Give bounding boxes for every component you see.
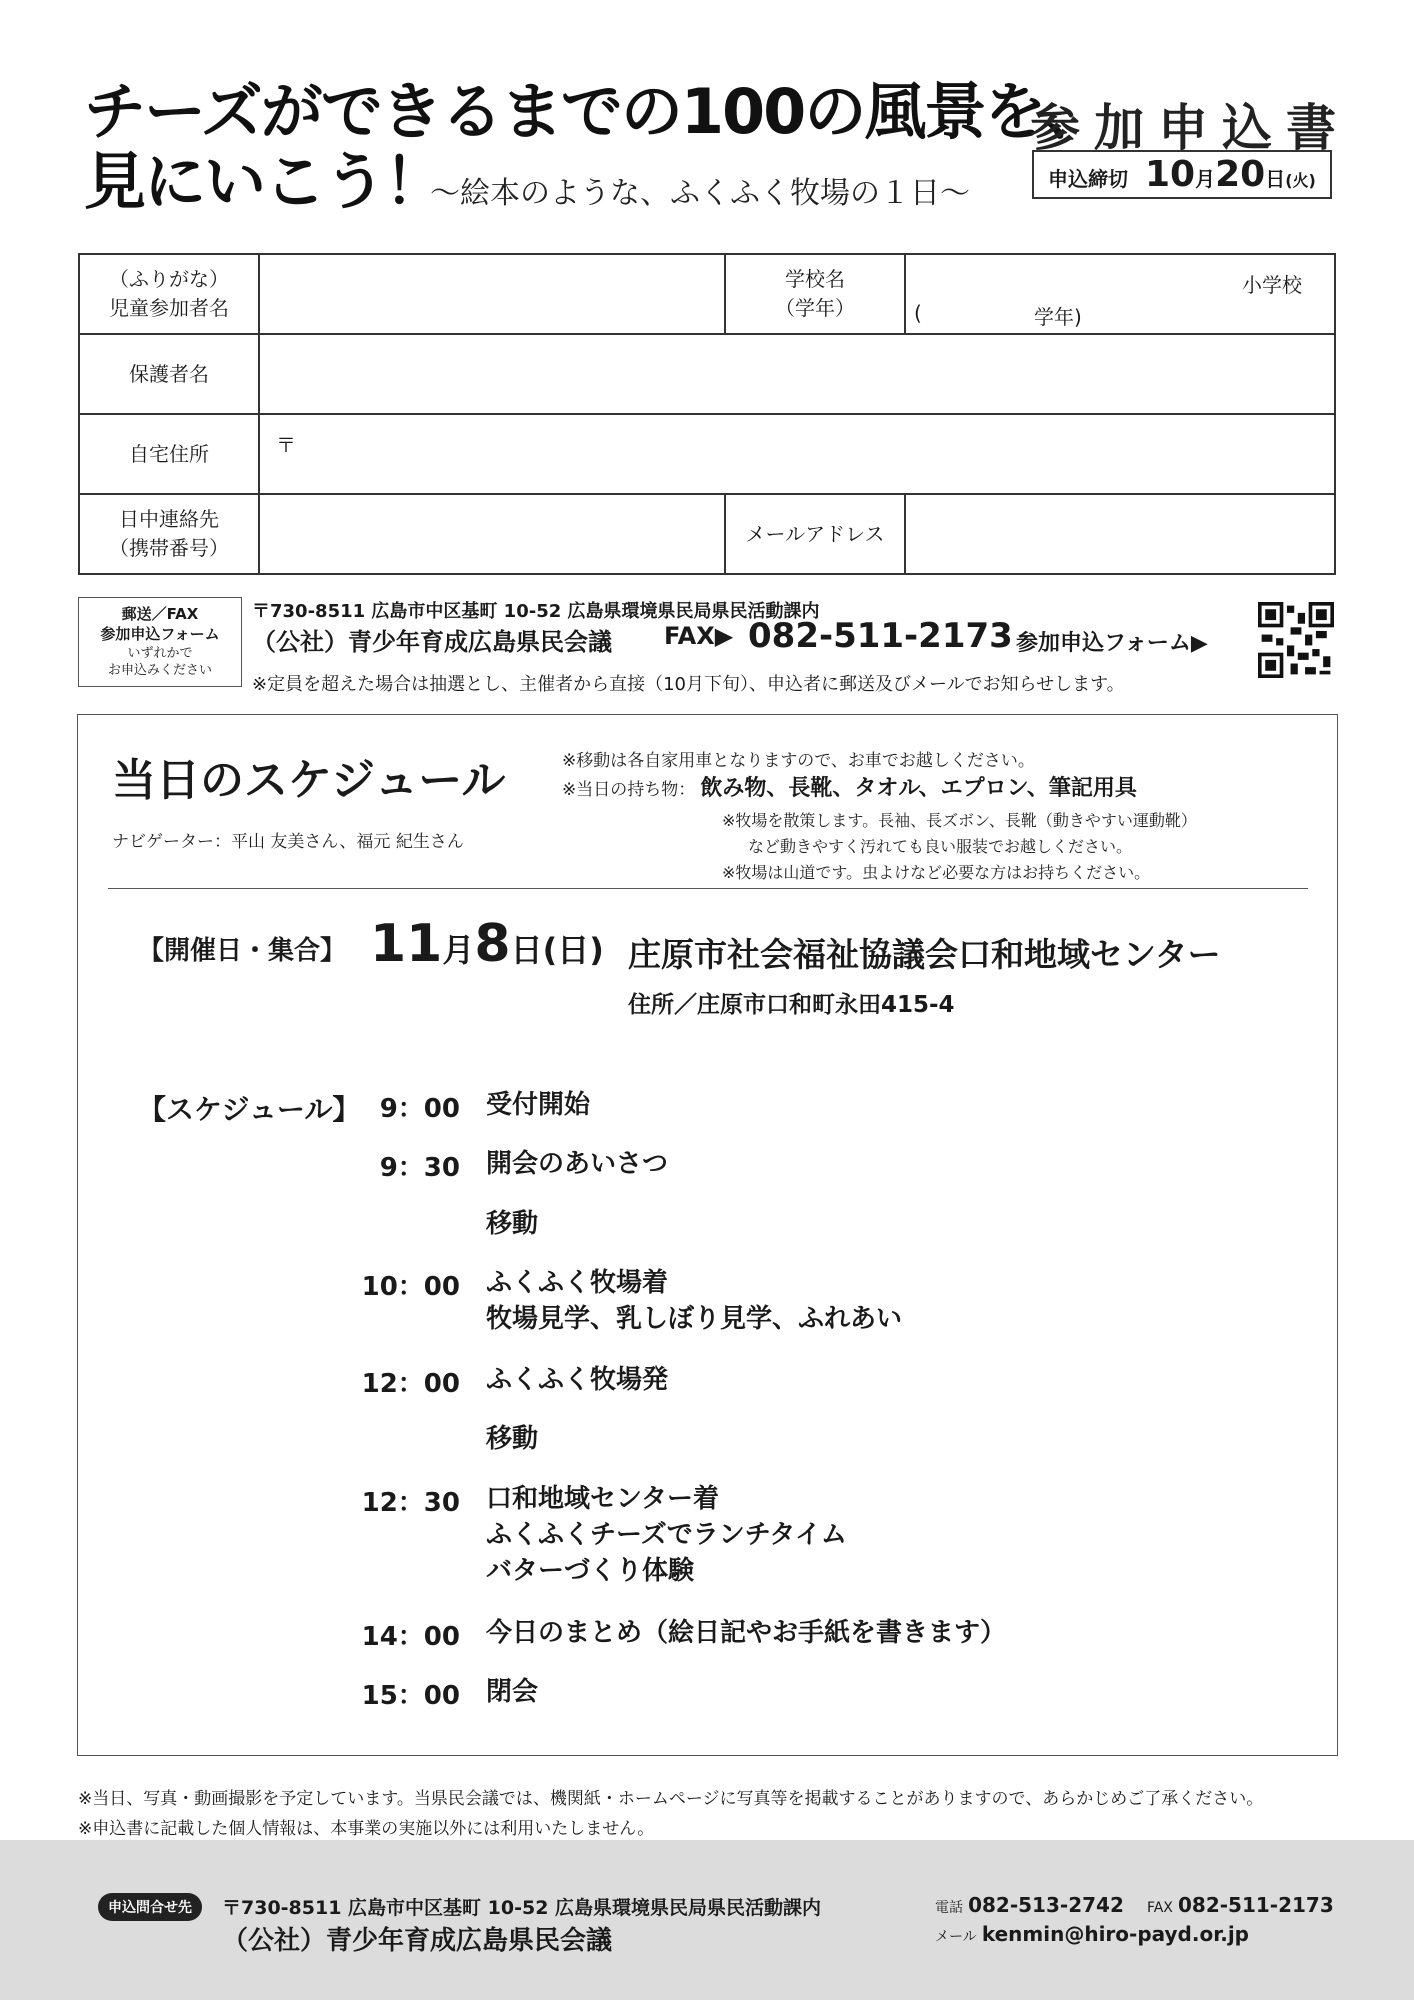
mail-address[interactable]: kenmin@hiro-payd.or.jp xyxy=(981,1922,1249,1946)
fax-label: FAX xyxy=(1146,1900,1173,1916)
note-car: ※移動は各自家用車となりますので、お車でお越しください。 xyxy=(562,751,1035,771)
schedule-label: 【スケジュール】 xyxy=(138,1093,361,1126)
bring-label: ※当日の持ち物： xyxy=(562,780,696,800)
grade-suffix: 学年) xyxy=(1034,305,1082,329)
submission-fax-number: 082-511-2173 xyxy=(748,616,1013,656)
date-day: 8 xyxy=(474,914,511,974)
schedule-time: 9：30 xyxy=(379,1153,460,1183)
schedule-text: 今日のまとめ（絵日記やお手紙を書きます） xyxy=(486,1618,1007,1648)
inquiry-badge: 申込問合せ先 xyxy=(98,1893,202,1921)
email-field[interactable] xyxy=(905,494,1335,574)
date-label: 【開催日・集合】 xyxy=(138,936,347,966)
schedule-time: 12：00 xyxy=(361,1369,460,1399)
schedule-text: 受付開始 xyxy=(486,1090,591,1120)
schedule-text: 移動 xyxy=(486,1209,539,1239)
venue: 庄原市社会福祉協議会口和地域センター xyxy=(628,935,1221,974)
box-line-3: いずれかで xyxy=(127,645,193,661)
mail-label: メール xyxy=(935,1929,977,1945)
postal-mark: 〒 xyxy=(276,433,296,457)
email-label: メールアドレス xyxy=(725,494,905,574)
box-line-1: 郵送／FAX xyxy=(121,605,199,623)
qr-code-icon[interactable] xyxy=(1258,602,1334,678)
bring-items: 飲み物、長靴、タオル、エプロン、筆記用具 xyxy=(700,776,1137,801)
footer-phone xyxy=(935,1893,1334,1917)
deadline-month: 10 xyxy=(1144,154,1196,195)
schedule-text: ふくふく牧場発 xyxy=(486,1365,669,1395)
box-line-4: お申込みください xyxy=(107,663,212,679)
application-form xyxy=(78,253,1336,575)
contact-sub: （携帯番号） xyxy=(109,536,229,560)
submission-org: （公社）青少年育成広島県民会議 xyxy=(252,628,612,656)
contact-label-cell xyxy=(79,494,259,574)
schedule-heading: 当日のスケジュール xyxy=(112,755,506,806)
contact-label: 日中連絡先 xyxy=(119,507,219,531)
footer-org: （公社）青少年育成広島県民会議 xyxy=(222,1926,613,1956)
submission-method-box xyxy=(78,597,242,687)
privacy-note: ※申込書に記載した個人情報は、本事業の実施以外には利用いたしません。 xyxy=(78,1819,655,1839)
schedule-text: 閉会 xyxy=(486,1677,539,1707)
child-label: 児童参加者名 xyxy=(109,296,229,320)
subtitle: 〜絵本のような、ふくふく牧場の１日〜 xyxy=(430,176,970,211)
schedule-time: 9：00 xyxy=(379,1094,460,1124)
note-clothes: ※牧場を散策します。長袖、長ズボン、長靴（動きやすい運動靴） xyxy=(722,811,1197,830)
deadline-month-unit: 月 xyxy=(1195,167,1216,191)
deadline-weekday: (火) xyxy=(1285,171,1316,190)
school-field[interactable] xyxy=(905,254,1335,334)
deadline-label: 申込締切 xyxy=(1048,167,1128,191)
guardian-label: 保護者名 xyxy=(79,334,259,414)
divider xyxy=(108,888,1308,889)
footer xyxy=(0,1840,1414,2000)
deadline-box xyxy=(1032,150,1332,199)
navigator: ナビゲーター：平山 友美さん、福元 紀生さん xyxy=(112,832,464,852)
school-label-cell xyxy=(725,254,905,334)
submission-address: 〒730-8511 広島市中区基町 10-52 広島県環境県民局県民活動課内 xyxy=(252,601,820,622)
schedule-time: 15：00 xyxy=(361,1681,460,1711)
guardian-field[interactable] xyxy=(259,334,1335,414)
footer-mail xyxy=(935,1922,1249,1946)
note-clothes-2: など動きやすく汚れても良い服装でお越しください。 xyxy=(748,837,1133,856)
contact-field[interactable] xyxy=(259,494,725,574)
event-date xyxy=(370,914,604,974)
box-line-2: 参加申込フォーム xyxy=(100,625,220,644)
deadline-day-unit: 日 xyxy=(1265,167,1286,191)
furigana-label: （ふりがな） xyxy=(109,267,229,291)
footer-address: 〒730-8511 広島市中区基町 10-52 広島県環境県民局県民活動課内 xyxy=(222,1897,822,1919)
school-suffix: 小学校 xyxy=(1242,273,1302,297)
schedule-time: 10：00 xyxy=(361,1272,460,1302)
bring-row xyxy=(562,771,1137,802)
date-month: 11 xyxy=(370,914,443,974)
tel-number: 082-513-2742 xyxy=(968,1893,1124,1917)
date-day-unit: 日 xyxy=(510,931,543,969)
school-label: 学校名 xyxy=(785,267,845,291)
schedule-text: ふくふく牧場着 牧場見学、乳しぼり見学、ふれあい xyxy=(486,1268,903,1334)
schedule-text: 口和地域センター着 ふくふくチーズでランチタイム バターづくり体験 xyxy=(486,1484,847,1586)
schedule-time: 14：00 xyxy=(361,1622,460,1652)
note-mountain: ※牧場は山道です。虫よけなど必要な方はお持ちください。 xyxy=(722,863,1151,882)
date-month-unit: 月 xyxy=(442,931,475,969)
title-line-1: チーズができるまでの100の風景を、 xyxy=(84,75,1105,148)
schedule-text: 開会のあいさつ xyxy=(486,1149,669,1179)
title-line-2: 見にいこう！ xyxy=(84,145,445,218)
child-name-label xyxy=(79,254,259,334)
submission-note: ※定員を超えた場合は抽選とし、主催者から直接（10月下旬）、申込者に郵送及びメールでお知らせします。 xyxy=(252,674,1125,695)
child-name-field[interactable] xyxy=(259,254,725,334)
venue-address: 住所／庄原市口和町永田415-4 xyxy=(628,992,955,1018)
grade-label: （学年） xyxy=(775,296,855,320)
date-weekday: (日) xyxy=(542,931,604,969)
online-form-label[interactable]: 参加申込フォーム▶ xyxy=(1016,631,1208,656)
photo-note: ※当日、写真・動画撮影を予定しています。当県民会議では、機関紙・ホームページに写真等を掲載することがありますので、あらかじめご了承ください。 xyxy=(78,1789,1264,1809)
submission-fax-label: FAX▶ xyxy=(664,622,734,650)
schedule-time: 12：30 xyxy=(361,1488,460,1518)
deadline-day: 20 xyxy=(1215,154,1266,195)
form-title: 参加申込書 xyxy=(1030,99,1350,157)
schedule-text: 移動 xyxy=(486,1424,539,1454)
tel-label: 電話 xyxy=(935,1900,963,1916)
grade-open: ( xyxy=(914,301,922,325)
address-field[interactable] xyxy=(259,414,1335,494)
fax-number: 082-511-2173 xyxy=(1177,1893,1334,1917)
address-label: 自宅住所 xyxy=(79,414,259,494)
